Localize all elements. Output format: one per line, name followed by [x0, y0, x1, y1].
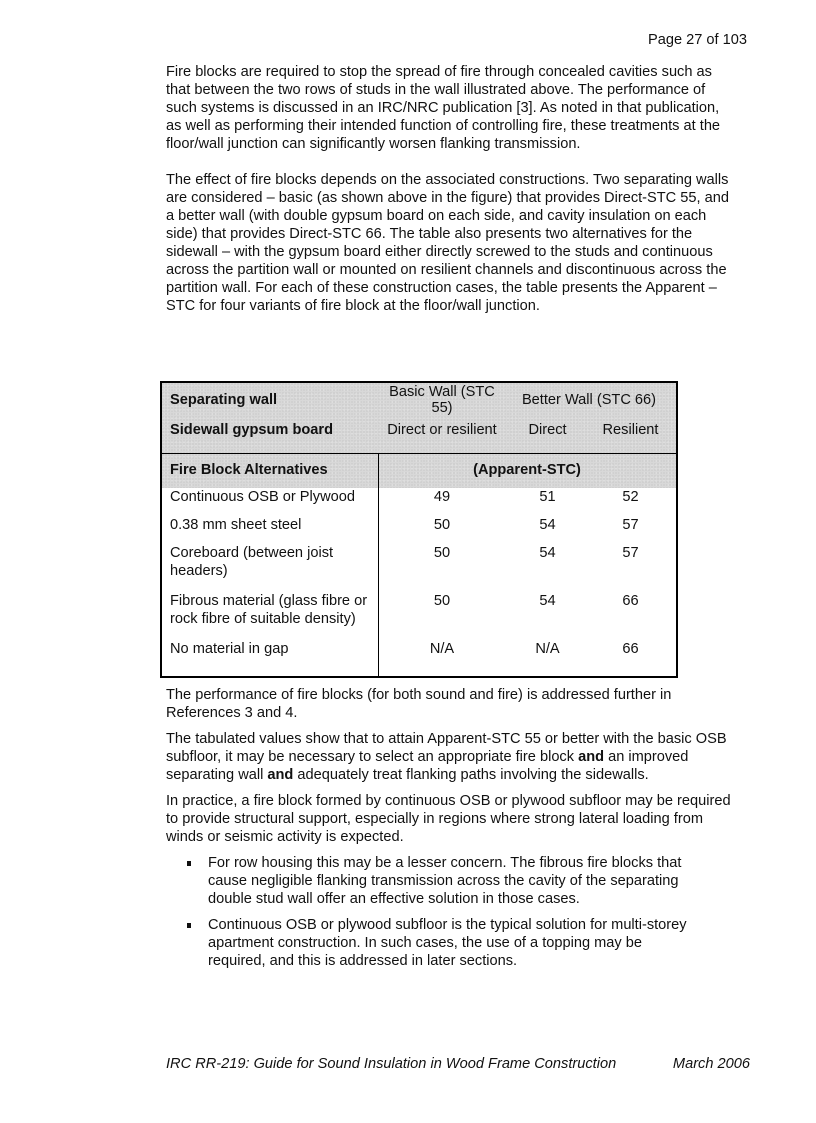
row-label: Coreboard (between joist headers) — [170, 545, 334, 579]
paragraph-references: The performance of fire blocks (for both sound and fire) is addressed further in References 3 and 4. — [166, 687, 672, 721]
body-text-bottom — [166, 686, 736, 978]
cell-direct: N/A — [535, 641, 560, 657]
paragraph-in-practice: In practice, a fire block formed by continuous OSB or plywood subfloor may be required to provide structural support, especially in regions where strong lateral loading from winds or seismic activity is expected. — [166, 793, 731, 845]
fire-block-stc-table — [160, 381, 678, 678]
fire-block-header-row — [162, 454, 676, 488]
header-better-direct: Direct — [528, 422, 567, 438]
paragraph-fire-block-effect: The effect of fire blocks depends on the associated constructions. Two separating walls are considered – basic (as shown above in the figure) that provides Direct-STC 55, and a better wall (with double gypsum board on each side, and cavity insulation on each side) that provides Direct-STC 66. The table also presents two alternatives for the sidewall – with the gypsum board either directly screwed to the studs and continuous across the partition wall or mounted on resilient channels and discontinuous across the partition wall. For each of these construction cases, the table presents the Apparent –STC for four variants of fire block at the floor/wall junction. — [166, 172, 729, 314]
cell-basic: N/A — [429, 641, 455, 657]
square-bullet-icon — [187, 923, 191, 928]
table-row — [162, 488, 676, 516]
table-row — [162, 640, 676, 668]
table-row — [162, 516, 676, 544]
text-span: The tabulated values show that to attain Apparent-STC 55 or better with the basic OSB subfloor, it may be necessary to select an appropriate fire block — [166, 731, 727, 765]
cell-resilient: 52 — [622, 489, 639, 505]
cell-direct: 51 — [539, 489, 556, 505]
cell-direct: 54 — [539, 593, 556, 609]
list-item — [166, 854, 688, 908]
list-item — [166, 916, 688, 970]
list-item-text: For row housing this may be a lesser concern. The fibrous fire blocks that cause negligible flanking transmission across the cavity of the separating double stud wall offer an effective solution in those cases. — [208, 855, 682, 907]
header-better-resilient: Resilient — [602, 422, 659, 438]
header-basic-wall: Basic Wall (STC 55) — [389, 384, 495, 416]
footer-title: IRC RR-219: Guide for Sound Insulation in Wood Frame Construction — [166, 1056, 617, 1072]
table-row — [162, 592, 676, 640]
cell-resilient: 66 — [622, 593, 639, 609]
cell-basic: 50 — [433, 593, 451, 609]
square-bullet-icon — [187, 861, 191, 866]
list-item-text: Continuous OSB or plywood subfloor is the typical solution for multi-storey apartment construction. In such cases, the use of a topping may be required, and this is addressed in later sections. — [208, 917, 687, 969]
text-span: adequately treat flanking paths involving the sidewalls. — [293, 767, 649, 783]
header-label-sidewall: Sidewall gypsum board — [170, 422, 333, 438]
row-label: Fibrous material (glass fibre or rock fibre of suitable density) — [170, 593, 368, 627]
header-label-separating-wall: Separating wall — [170, 392, 278, 408]
table-header-block — [162, 383, 676, 454]
table-row — [162, 544, 676, 592]
cell-direct: 54 — [539, 517, 556, 533]
header-basic-direct-or-resilient: Direct or resilient — [387, 422, 497, 438]
cell-resilient: 57 — [622, 545, 639, 561]
paragraph-fire-blocks-intro: Fire blocks are required to stop the spread of fire through concealed cavities such as that between the two rows of studs in the wall illustrated above. The performance of such systems is discussed in an IRC/NRC publication [3]. As noted in that publication, as well as performing their intended function of controlling fire, these treatments at the floor/wall junction can significantly worsen flanking transmission. — [166, 64, 721, 152]
cell-basic: 50 — [433, 545, 451, 561]
body-text-top — [166, 63, 736, 325]
bold-and: and — [578, 749, 605, 765]
header-row-separating-wall — [162, 384, 676, 416]
cell-direct: 54 — [539, 545, 556, 561]
page-footer — [166, 1056, 750, 1072]
bold-and: and — [267, 767, 294, 783]
bullet-list — [166, 854, 736, 970]
row-label: No material in gap — [170, 641, 289, 657]
cell-basic: 49 — [433, 489, 451, 505]
page-number: Page 27 of 103 — [648, 32, 747, 48]
table-body — [162, 488, 676, 668]
footer-date: March 2006 — [672, 1056, 750, 1072]
apparent-stc-label: (Apparent-STC) — [473, 462, 581, 478]
fire-block-alternatives-label: Fire Block Alternatives — [170, 462, 328, 478]
text-span: an improved separating wall — [166, 749, 689, 783]
cell-resilient: 66 — [622, 641, 639, 657]
header-better-wall: Better Wall (STC 66) — [521, 392, 657, 408]
header-row-sidewall — [162, 420, 676, 440]
paragraph-tabulated-values — [166, 730, 736, 784]
row-label: Continuous OSB or Plywood — [170, 489, 355, 505]
cell-basic: 50 — [433, 517, 451, 533]
cell-resilient: 57 — [622, 517, 639, 533]
row-label: 0.38 mm sheet steel — [170, 517, 302, 533]
